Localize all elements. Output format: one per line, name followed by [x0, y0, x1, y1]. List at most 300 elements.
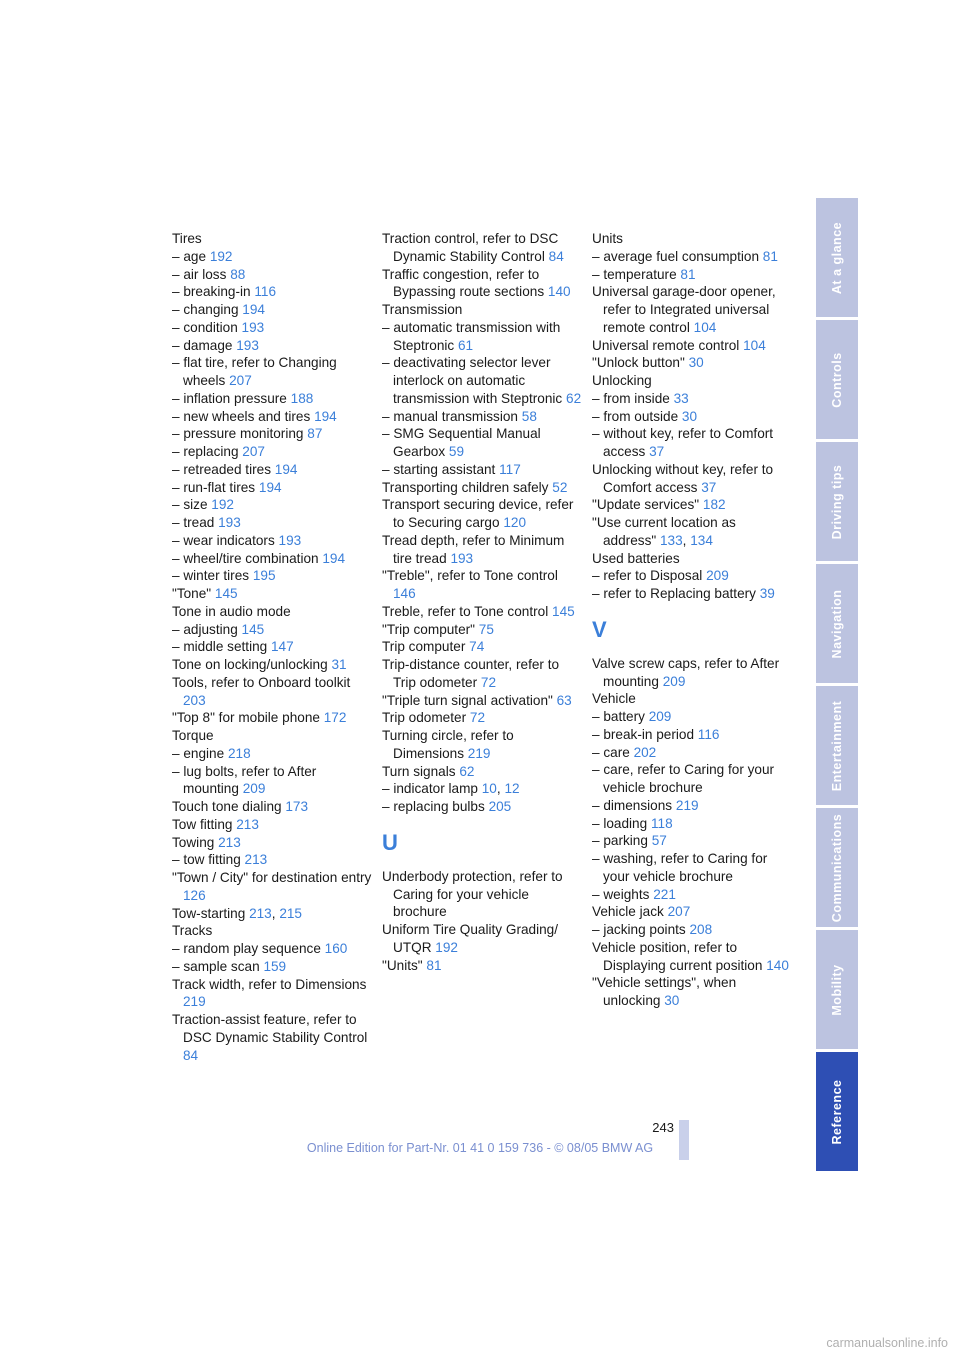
page-link[interactable]: 81	[680, 266, 696, 282]
section-tabs	[816, 198, 858, 1174]
index-entry-text: – changing	[172, 302, 239, 317]
index-entry	[382, 868, 582, 921]
page-link[interactable]: 145	[552, 603, 575, 619]
page-link[interactable]: 63	[556, 692, 572, 708]
index-entry	[592, 372, 792, 390]
page-link[interactable]: 12	[504, 781, 520, 797]
index-entry-text: – tow fitting	[172, 852, 241, 868]
index-entry-text: – wheel/tire combination	[172, 550, 319, 566]
side-tab-label: Mobility	[830, 963, 844, 1016]
index-entry-text: – new wheels and tires	[172, 408, 311, 424]
index-entry	[382, 692, 582, 710]
index-entry-text: – winter tires	[172, 568, 250, 584]
page-link[interactable]: 194	[314, 408, 337, 424]
page-link[interactable]: 213	[249, 905, 272, 921]
index-entry-text: Vehicle	[592, 691, 636, 707]
index-entry	[172, 425, 372, 443]
index-entry	[172, 266, 372, 284]
side-tab-label: Navigation	[830, 589, 844, 658]
index-entry-text: Transport securing device, refer to Securing cargo	[382, 497, 574, 530]
page-link[interactable]: 116	[697, 726, 720, 742]
page-link[interactable]: 104	[743, 337, 766, 353]
page-link[interactable]: 37	[701, 479, 717, 495]
index-entry	[592, 690, 792, 708]
side-tab-label: Reference	[830, 1079, 844, 1144]
index-entry-text: Unlocking	[592, 373, 652, 388]
index-entry-text: – automatic transmission with Steptronic	[382, 319, 561, 353]
index-entry	[592, 567, 792, 585]
index-entry	[382, 763, 582, 781]
page-link[interactable]: 30	[688, 355, 704, 371]
index-entry-text: – condition	[172, 319, 238, 335]
page-link[interactable]: 84	[183, 1047, 199, 1063]
index-entry-text: "Treble", refer to Tone control	[382, 568, 558, 584]
index-entry-text: – inflation pressure	[172, 390, 287, 406]
index-entry-text: – loading	[592, 815, 648, 831]
page-link[interactable]: 145	[214, 586, 238, 601]
index-entry-text: Tools, refer to Onboard toolkit	[172, 674, 351, 690]
page-link[interactable]: 116	[254, 284, 277, 300]
page-link[interactable]: 160	[324, 941, 348, 956]
page-link[interactable]: 118	[650, 815, 673, 831]
side-tab-entertainment[interactable]	[816, 686, 858, 805]
index-entry	[172, 851, 372, 869]
index-entry-text: "Use current location as address"	[592, 515, 736, 548]
index-entry	[172, 656, 372, 674]
index-entry	[382, 957, 582, 975]
index-entry	[592, 815, 792, 833]
index-entry-text: – from outside	[592, 408, 679, 424]
index-entry	[172, 638, 372, 656]
index-entry	[172, 1011, 372, 1064]
page-link[interactable]: 120	[503, 515, 527, 530]
index-entry-text: – parking	[592, 833, 648, 849]
index-entry-text: Track width, refer to Dimensions	[172, 976, 367, 992]
index-entry	[172, 869, 372, 905]
index-entry-text: – tread	[172, 515, 215, 530]
index-entry-text: Unlocking without key, refer to Comfort access	[592, 461, 774, 495]
index-entry-text: "Town / City" for destination entry	[172, 870, 372, 885]
index-entry-text: – wear indicators	[172, 532, 275, 548]
page-link[interactable]: 209	[706, 568, 729, 584]
page-link[interactable]: 59	[448, 444, 465, 459]
index-entry-text: – refer to Disposal	[592, 568, 703, 584]
page-link[interactable]: 213	[236, 816, 259, 832]
index-entry-text: Used batteries	[592, 550, 680, 566]
page-link[interactable]: 61	[458, 337, 474, 353]
index-entry	[172, 834, 372, 852]
index-entry-text: Uniform Tire Quality Grading/ UTQR	[382, 922, 559, 955]
index-entry-text: – random play sequence	[172, 941, 321, 956]
index-entry	[592, 390, 792, 408]
index-entry-text: – replacing	[172, 444, 239, 459]
index-entry	[382, 354, 582, 407]
page-link[interactable]: 202	[633, 744, 657, 760]
index-entry	[382, 319, 582, 355]
index-entry-text: – refer to Replacing battery	[592, 586, 756, 601]
page-link[interactable]: 147	[271, 639, 294, 655]
side-tab-label: Driving tips	[830, 464, 844, 539]
page-link[interactable]: 219	[183, 994, 206, 1010]
page-link[interactable]: 215	[279, 905, 302, 921]
index-entry	[172, 408, 372, 426]
index-entry	[592, 939, 792, 975]
index-entry-text: Tread depth, refer to Minimum tire tread	[382, 532, 565, 566]
index-entry	[382, 727, 582, 763]
page-link[interactable]: 218	[227, 745, 251, 761]
index-entry	[172, 461, 372, 479]
index-entry-text: – run-flat tires	[172, 479, 256, 495]
index-entry	[172, 727, 372, 745]
index-entry-text: Underbody protection, refer to Caring for your vehicle brochure	[382, 868, 563, 920]
page-link[interactable]: 52	[552, 479, 568, 495]
index-entry	[382, 656, 582, 692]
page-link[interactable]: 193	[218, 515, 241, 530]
index-entry-text: – average fuel consumption	[592, 248, 760, 264]
index-entry-text: – size	[172, 497, 208, 513]
index-entry	[172, 976, 372, 1012]
watermark: carmanualsonline.info	[826, 1336, 948, 1350]
index-entry-text: "Unlock button"	[592, 355, 685, 371]
page-link[interactable]: 194	[242, 302, 265, 317]
page-link[interactable]: 57	[651, 833, 667, 849]
index-entry-text: – breaking-in	[172, 284, 251, 300]
index-entry	[382, 603, 582, 621]
index-entry-text: – manual transmission	[382, 408, 518, 424]
side-tab-label: At a glance	[830, 221, 844, 294]
index-entry-text: – break-in period	[592, 726, 695, 742]
page-link[interactable]: 193	[236, 337, 259, 353]
page-link[interactable]: 31	[331, 657, 347, 672]
side-tab-communications[interactable]	[816, 808, 858, 927]
page-link[interactable]: 146	[393, 586, 416, 601]
index-entry: "Use current location as address" 133, 134	[592, 515, 736, 548]
index-entry-text: Universal garage-door opener, refer to Integrated universal remote control	[592, 284, 776, 335]
page-number: 243	[652, 1120, 674, 1135]
footer-text: Online Edition for Part-Nr. 01 41 0 159 736 - © 08/05 BMW AG	[306, 1141, 654, 1155]
index-entry-text: – starting assistant	[382, 461, 496, 477]
page-link[interactable]: 213	[244, 852, 268, 868]
page-link[interactable]: 81	[762, 248, 778, 264]
index-entry	[592, 886, 792, 904]
page-link[interactable]: 87	[307, 426, 323, 442]
side-tab-at-a-glance[interactable]	[816, 198, 858, 317]
index-entry	[592, 921, 792, 939]
index-entry	[172, 745, 372, 763]
index-entry	[172, 816, 372, 834]
page-link[interactable]: 72	[480, 674, 497, 690]
index-entry	[382, 266, 582, 302]
index-entry	[172, 922, 372, 940]
index-entry-text: – temperature	[592, 266, 677, 282]
index-entry	[172, 230, 372, 248]
page-link[interactable]: 133	[659, 532, 683, 548]
index-entry	[592, 797, 792, 815]
index-entry	[382, 532, 582, 568]
page-link[interactable]: 219	[467, 745, 491, 761]
side-tab-navigation[interactable]	[816, 564, 858, 683]
index-entry-text: – battery	[592, 709, 645, 724]
page-link[interactable]: 194	[322, 550, 346, 566]
page-link[interactable]: 104	[693, 319, 717, 335]
index-entry-text: Tow-starting	[172, 905, 246, 921]
index-entry	[592, 655, 792, 691]
index-entry	[592, 425, 792, 461]
index-entry-text: "Units"	[382, 957, 423, 973]
index-entry	[592, 832, 792, 850]
page-link[interactable]: 194	[258, 479, 282, 495]
index-entry-text: – adjusting	[172, 621, 238, 637]
index-entry-text: – flat tire, refer to Changing wheels	[172, 355, 337, 388]
page-link[interactable]: 88	[230, 266, 246, 282]
page-link[interactable]: 81	[426, 957, 442, 973]
index-entry	[592, 744, 792, 762]
index-entry-text: Tone in audio mode	[172, 603, 291, 619]
index-entry-text: Transmission	[382, 302, 463, 317]
page-link[interactable]: 188	[290, 390, 314, 406]
index-entry-text: Trip-distance counter, refer to Trip odometer	[382, 657, 560, 690]
page-link[interactable]: 62	[566, 390, 582, 406]
page-link[interactable]: 207	[229, 373, 252, 388]
index-entry-text: – from inside	[592, 390, 670, 406]
index-entry	[382, 461, 582, 479]
index-entry-text: Trip odometer	[382, 710, 467, 726]
page-link[interactable]: 192	[209, 248, 233, 264]
index-entry	[172, 354, 372, 390]
page-link[interactable]: 126	[183, 887, 206, 903]
index-entry	[592, 708, 792, 726]
index-entry	[592, 903, 792, 921]
index-entry	[382, 798, 582, 816]
index-entry	[592, 550, 792, 568]
index-entry-text: – damage	[172, 337, 233, 353]
index-entry	[382, 921, 582, 957]
page-link[interactable]: 159	[263, 958, 287, 974]
index-entry-text: Universal remote control	[592, 337, 740, 353]
index-entry	[172, 337, 372, 355]
index-entry-text: Tires	[172, 231, 202, 246]
index-entry	[172, 248, 372, 266]
index-entry	[382, 496, 582, 532]
index-entry	[172, 567, 372, 585]
page-link[interactable]: 39	[759, 586, 775, 601]
index-entry	[382, 621, 582, 639]
page-link[interactable]: 173	[285, 799, 309, 814]
index-entry	[382, 301, 582, 319]
index-entry-text: Touch tone dialing	[172, 799, 282, 814]
index-entry	[592, 496, 792, 514]
index-entry-text: Valve screw caps, refer to After mounting	[592, 655, 780, 689]
side-tab-label: Controls	[830, 351, 844, 408]
index-entry	[592, 585, 792, 603]
page-link[interactable]: 182	[702, 497, 726, 513]
index-entry-text: Traction-assist feature, refer to DSC Dynamic Stability Control	[172, 1012, 368, 1045]
index-entry-text: "Vehicle settings", when unlocking	[592, 975, 737, 1008]
page-link[interactable]: 74	[469, 639, 485, 655]
index-entry-text: – dimensions	[592, 797, 673, 813]
section-letter: U	[382, 829, 398, 855]
index-column-3	[592, 230, 792, 1010]
index-entry	[592, 761, 792, 797]
index-entry	[172, 674, 372, 710]
index-entry-text: Vehicle jack	[592, 904, 664, 920]
section-letter: V	[592, 616, 607, 642]
index-entry-text: Traction control, refer to DSC Dynamic Stability Control	[382, 231, 559, 264]
index-entry-text: – deactivating selector lever interlock on automatic transmission with Steptronic	[382, 355, 563, 406]
index-entry-text: Turning circle, refer to Dimensions	[382, 728, 514, 761]
index-entry	[172, 532, 372, 550]
page-link[interactable]: 192	[211, 497, 234, 513]
index-entry	[592, 461, 792, 497]
index-entry	[382, 425, 582, 461]
page-link[interactable]: 207	[242, 444, 265, 459]
index-entry	[172, 390, 372, 408]
index-entry	[172, 958, 372, 976]
index-entry: – indicator lamp 10, 12	[382, 781, 520, 797]
index-entry-text: – air loss	[172, 266, 227, 282]
index-entry	[172, 603, 372, 621]
index-entry-text: Treble, refer to Tone control	[382, 603, 549, 619]
index-entry-text: – care	[592, 744, 630, 760]
index-entry-text: Towing	[172, 834, 215, 850]
index-entry	[172, 514, 372, 532]
index-entry-text: – jacking points	[592, 922, 686, 937]
index-entry-text: – replacing bulbs	[382, 799, 485, 814]
page-link[interactable]: 207	[667, 904, 691, 920]
index-entry-text: Tow fitting	[172, 816, 233, 832]
page-link[interactable]: 193	[450, 550, 474, 566]
index-entry	[382, 709, 582, 727]
index-entry-text: – sample scan	[172, 958, 260, 974]
index-entry-text: Trip computer	[382, 639, 466, 655]
index-entry	[592, 337, 792, 355]
page-link[interactable]: 213	[218, 834, 241, 850]
index-entry	[592, 974, 792, 1010]
index-entry-text: Units	[592, 231, 623, 246]
index-entry	[172, 621, 372, 639]
page-link[interactable]: 33	[673, 390, 689, 406]
page-link[interactable]: 10	[481, 781, 497, 797]
index-column-1	[172, 230, 372, 1064]
page-link[interactable]: 192	[435, 939, 458, 955]
index-entry	[592, 850, 792, 886]
index-entry-text: "Tone"	[172, 586, 212, 601]
page-link[interactable]: 195	[252, 568, 276, 584]
index-entry-text: – without key, refer to Comfort access	[592, 426, 774, 459]
index-entry	[592, 283, 792, 336]
index-entry	[172, 940, 372, 958]
index-entry-text: – indicator lamp	[382, 781, 478, 797]
side-tab-controls[interactable]	[816, 320, 858, 439]
page-link[interactable]: 75	[478, 621, 494, 637]
index-entry-text: Transporting children safely	[382, 479, 549, 495]
index-entry-text: Turn signals	[382, 763, 456, 779]
index-entry	[592, 354, 792, 372]
page-link[interactable]: 209	[648, 709, 672, 724]
index-entry	[172, 585, 372, 603]
index-entry-text: – SMG Sequential Manual Gearbox	[382, 426, 541, 459]
index-entry-text: – care, refer to Caring for your vehicle brochure	[592, 762, 775, 795]
index-entry	[172, 319, 372, 337]
page-link[interactable]: 58	[521, 408, 537, 424]
index-entry-text: – washing, refer to Caring for your vehicle brochure	[592, 851, 768, 884]
index-entry	[382, 479, 582, 497]
index-entry	[172, 496, 372, 514]
index-entry	[172, 798, 372, 816]
index-entry-text: Traffic congestion, refer to Bypassing route sections	[382, 266, 545, 300]
index-entry	[382, 567, 582, 603]
page-link[interactable]: 203	[183, 692, 206, 708]
index-entry-text: Torque	[172, 728, 214, 743]
page-link[interactable]: 205	[488, 799, 512, 814]
index-entry-text: Tracks	[172, 923, 213, 939]
page-link[interactable]: 84	[548, 248, 564, 264]
index-entry-text: – engine	[172, 745, 225, 761]
index-entry-text: – weights	[592, 886, 650, 902]
index-entry-text: "Update services"	[592, 497, 700, 513]
page-link[interactable]: 172	[323, 710, 347, 726]
page-link[interactable]: 209	[242, 781, 266, 797]
index-entry	[172, 301, 372, 319]
side-tab-mobility[interactable]	[816, 930, 858, 1049]
page-link[interactable]: 194	[274, 461, 298, 477]
index-entry-text: "Triple turn signal activation"	[382, 692, 553, 708]
index-entry	[172, 283, 372, 301]
page-link[interactable]: 134	[690, 532, 713, 548]
index-entry-text: Tone on locking/unlocking	[172, 657, 328, 672]
index-entry	[592, 408, 792, 426]
index-entry	[172, 479, 372, 497]
index-entry	[382, 230, 582, 266]
page-link[interactable]: 62	[459, 763, 475, 779]
page-link[interactable]: 30	[664, 993, 680, 1008]
index-entry	[592, 230, 792, 248]
page-link[interactable]: 145	[241, 621, 265, 637]
index-entry-text: – age	[172, 248, 207, 264]
page-link[interactable]: 140	[547, 284, 571, 300]
side-tab-driving-tips[interactable]	[816, 442, 858, 561]
index-entry	[382, 408, 582, 426]
index-entry-text: "Top 8" for mobile phone	[172, 710, 320, 726]
index-entry-text: – retreaded tires	[172, 461, 271, 477]
page-link[interactable]: 193	[241, 319, 265, 335]
index-entry-text: – pressure monitoring	[172, 426, 304, 442]
page-link[interactable]: 219	[675, 797, 699, 813]
index-entry	[172, 763, 372, 799]
page-link[interactable]: 209	[662, 673, 686, 689]
index-entry-text: Vehicle position, refer to Displaying current position	[592, 939, 763, 973]
page-link[interactable]: 193	[278, 532, 302, 548]
index-entry	[592, 266, 792, 284]
page-link[interactable]: 117	[499, 461, 521, 477]
index-entry	[172, 443, 372, 461]
page-link[interactable]: 221	[653, 886, 676, 902]
page-link[interactable]: 140	[766, 957, 789, 973]
index-entry	[382, 638, 582, 656]
page-link[interactable]: 30	[681, 408, 698, 424]
index-column-2	[382, 230, 582, 974]
index-entry	[172, 550, 372, 568]
index-entry	[592, 248, 792, 266]
index-entry-text: – middle setting	[172, 639, 268, 655]
page-link[interactable]: 208	[689, 922, 713, 937]
index-entry: Tow-starting 213, 215	[172, 905, 302, 921]
index-entry	[172, 709, 372, 727]
page-link[interactable]: 37	[649, 444, 665, 459]
side-tab-label: Communications	[830, 813, 844, 922]
page-link[interactable]: 72	[469, 710, 486, 726]
side-tab-label: Entertainment	[830, 700, 844, 791]
